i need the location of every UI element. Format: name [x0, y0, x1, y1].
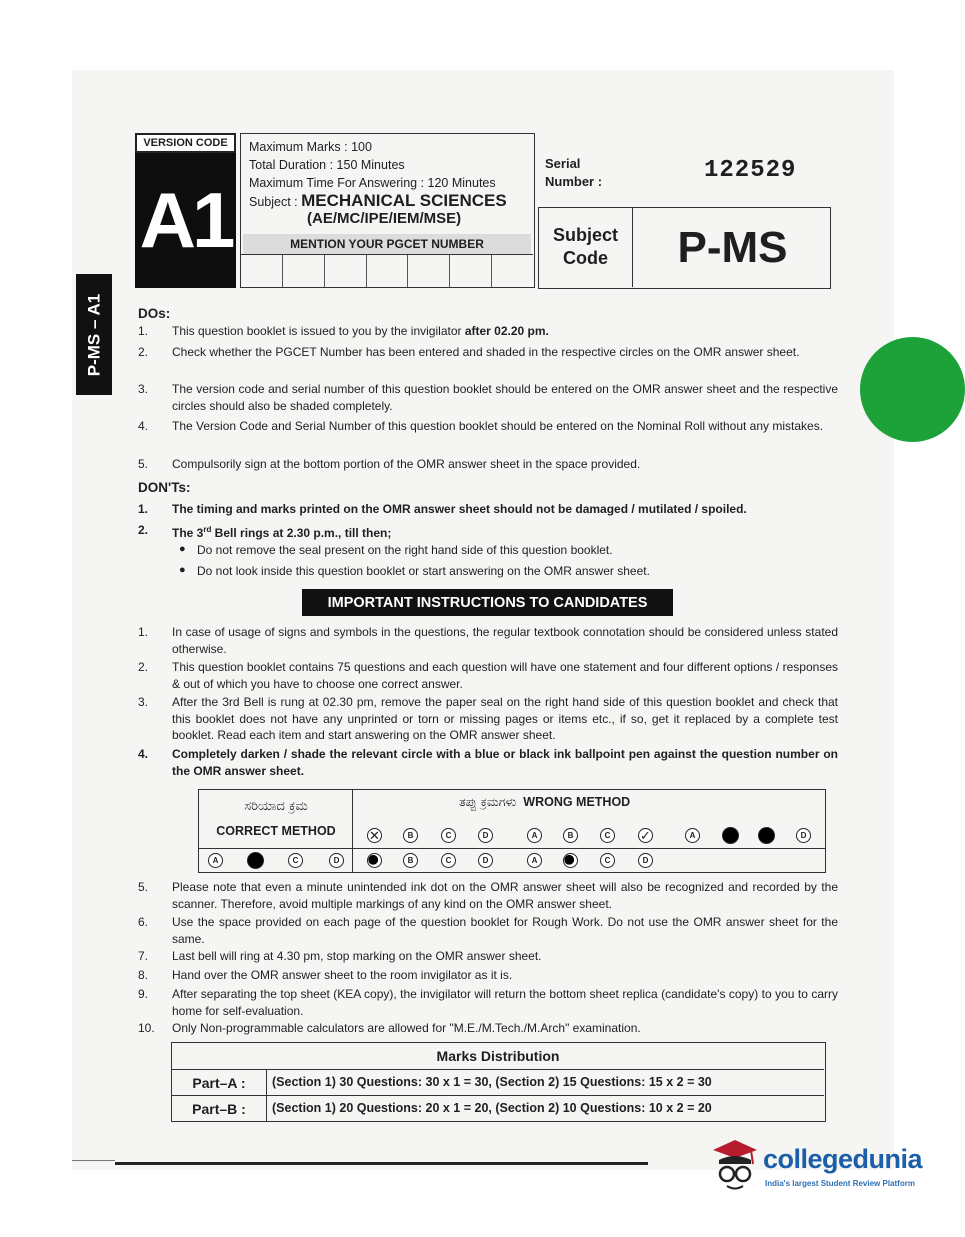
- collegedunia-logo: [705, 1130, 945, 1200]
- logo-wordmark: collegedunia: [763, 1144, 923, 1174]
- bubble-d: D: [478, 828, 493, 843]
- bubble-ticked: ✓: [638, 828, 653, 843]
- subject-branches: (AE/MC/IPE/IEM/MSE): [307, 210, 462, 227]
- subject-code-label: Subject Code: [539, 208, 633, 287]
- donts-bullet: ● Do not remove the seal present on the right hand side of this question booklet.: [197, 543, 613, 557]
- version-code: A1: [135, 153, 236, 288]
- instruction-item: 4. Completely darken / shade the relevant circle with a blue or black ink ballpoint pen against the question number on the OMR answer sheet.: [138, 747, 838, 778]
- instruction-item: 7. Last bell will ring at 4.30 pm, stop marking on the OMR answer sheet.: [138, 949, 542, 963]
- marks-distribution-table: [171, 1042, 826, 1122]
- instruction-item: 2. This question booklet contains 75 questions and each question will have one statement and four different options / responses & out of which you have to choose one correct answer.: [138, 660, 838, 691]
- dos-item: 2. Check whether the PGCET Number has been entered and shaded in the respective circles on the OMR answer sheet.: [138, 345, 800, 359]
- total-duration: Total Duration : 150 Minutes: [249, 158, 405, 172]
- instruction-item: 3. After the 3rd Bell is rung at 02.30 pm, remove the paper seal on the right hand side of this question booklet and check that this booklet does not have any unprinted or torn or missing pages or items etc., if so, get it replaced by a complete test booklet. Read each item and start answering on the OMR answer sheet.: [138, 695, 838, 742]
- instruction-item: 6. Use the space provided on each page of the question booklet for Rough Work. Do not use the OMR answer sheet for the same.: [138, 915, 838, 946]
- donts-bullet: ● Do not look inside this question booklet or start answering on the OMR answer sheet.: [197, 564, 650, 578]
- pgcet-cell: [367, 255, 409, 287]
- version-code-label: VERSION CODE: [135, 133, 236, 153]
- dos-item: 5. Compulsorily sign at the bottom portion of the OMR answer sheet in the space provided.: [138, 457, 641, 471]
- donts-item: 1. The timing and marks printed on the OMR answer sheet should not be damaged / mutilated / spoiled.: [138, 502, 747, 516]
- pgcet-cell: [450, 255, 492, 287]
- bubble-partial: [367, 853, 382, 868]
- bubble-d: D: [329, 853, 344, 868]
- logo-tagline: India's largest Student Review Platform: [765, 1179, 915, 1188]
- bubble-a: A: [685, 828, 700, 843]
- bubble-d: D: [796, 828, 811, 843]
- bubble-b: B: [563, 828, 578, 843]
- marks-row-part-b: [172, 1095, 824, 1120]
- pgcet-cell: [283, 255, 325, 287]
- part-b-value: (Section 1) 20 Questions: 20 x 1 = 20, (Section 2) 10 Questions: 10 x 2 = 20: [272, 1101, 712, 1115]
- exam-info-box: [240, 133, 535, 288]
- serial-number: 122529: [704, 157, 797, 184]
- pgcet-cell: [408, 255, 450, 287]
- marks-title: Marks Distribution: [172, 1043, 824, 1070]
- dos-heading: DOs:: [138, 306, 171, 321]
- bubble-a: A: [208, 853, 223, 868]
- bubble-d: D: [638, 853, 653, 868]
- dos-item: 1. This question booklet is issued to you by the invigilator after 02.20 pm.: [138, 324, 549, 338]
- dos-item: 4. The Version Code and Serial Number of this question booklet should be entered on the Nominal Roll without any mistakes.: [138, 419, 824, 433]
- max-marks: Maximum Marks : 100: [249, 140, 372, 154]
- bubble-a: A: [527, 853, 542, 868]
- marks-row-part-a: [172, 1070, 824, 1095]
- bubble-b: B: [403, 828, 418, 843]
- instruction-item: 8. Hand over the OMR answer sheet to the room invigilator as it is.: [138, 968, 513, 982]
- donts-item: 2. The 3rd Bell rings at 2.30 p.m., till then;: [138, 523, 392, 540]
- instruction-item: 5. Please note that even a minute unintended ink dot on the OMR answer sheet will also be recognized and recorded by the scanner. Therefore, avoid multiple markings of any kind on the OMR answer sheet.: [138, 880, 838, 911]
- part-a-value: (Section 1) 30 Questions: 30 x 1 = 30, (Section 2) 15 Questions: 15 x 2 = 30: [272, 1075, 712, 1089]
- bubble-c: C: [600, 828, 615, 843]
- pgcet-cell: [492, 255, 533, 287]
- subject-line: Subject : MECHANICAL SCIENCES: [249, 191, 507, 210]
- wrong-method-label: ತಪ್ಪು ಕ್ರಮಗಳು WRONG METHOD: [459, 794, 631, 809]
- marking-methods-table: [198, 789, 826, 873]
- bubble-filled: [247, 852, 264, 869]
- bubble-d: D: [478, 853, 493, 868]
- instruction-item: 10. Only Non-programmable calculators are allowed for "M.E./M.Tech./M.Arch" examination.: [138, 1021, 641, 1035]
- pgcet-cell: [325, 255, 367, 287]
- bubble-c: C: [288, 853, 303, 868]
- instruction-item: 1. In case of usage of signs and symbols in the questions, the regular textbook connotation should be considered unless stated otherwise.: [138, 625, 838, 656]
- correct-method-kannada: ಸರಿಯಾದ ಕ್ರಮ: [244, 799, 308, 814]
- max-time: Maximum Time For Answering : 120 Minutes: [249, 176, 496, 190]
- subject-code-box: [538, 207, 831, 289]
- green-circle-mark: [860, 337, 965, 442]
- mascot-icon: [705, 1136, 765, 1196]
- pgcet-cell: [241, 255, 283, 287]
- pgcet-number-cells: [241, 254, 533, 287]
- correct-method-label: CORRECT METHOD: [216, 824, 336, 838]
- bubble-filled: [758, 827, 775, 844]
- side-tab: P-MS – A1: [76, 274, 112, 395]
- page-bottom-rule: [115, 1162, 648, 1165]
- instruction-item: 9. After separating the top sheet (KEA copy), the invigilator will return the bottom sheet replica (candidate's copy) to you to carry home for self-evaluation.: [138, 987, 838, 1018]
- dos-item: 3. The version code and serial number of this question booklet should be entered on the OMR answer sheet and the respective circles should also be shaded completely.: [138, 382, 838, 413]
- methods-divider: [199, 848, 825, 849]
- bubble-c: C: [600, 853, 615, 868]
- bubble-a: A: [527, 828, 542, 843]
- bubble-filled: [722, 827, 739, 844]
- pgcet-label: MENTION YOUR PGCET NUMBER: [243, 234, 531, 254]
- subject-code: P-MS: [677, 222, 788, 272]
- bubble-c: C: [441, 853, 456, 868]
- part-a-label: Part–A :: [172, 1070, 267, 1095]
- serial-label: Serial Number :: [545, 156, 603, 189]
- bubble-c: C: [441, 828, 456, 843]
- instructions-title: IMPORTANT INSTRUCTIONS TO CANDIDATES: [302, 589, 673, 616]
- bubble-crossed: ✕: [367, 828, 382, 843]
- part-b-label: Part–B :: [172, 1096, 267, 1121]
- bubble-partial: [563, 853, 578, 868]
- page-bottom-rule: [72, 1160, 115, 1161]
- bubble-b: B: [403, 853, 418, 868]
- subject-name: MECHANICAL SCIENCES: [301, 191, 507, 210]
- donts-heading: DON'Ts:: [138, 480, 191, 495]
